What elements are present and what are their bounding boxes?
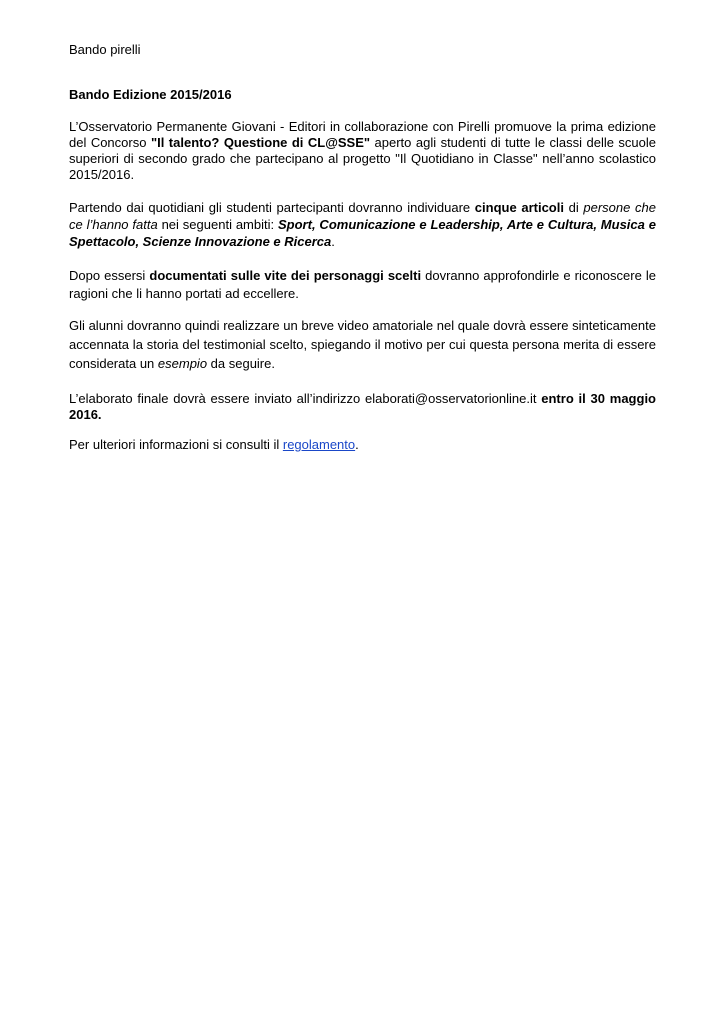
research-text-start: Dopo essersi [69, 268, 150, 283]
paragraph-video [69, 316, 656, 373]
articles-text-end: . [331, 234, 335, 249]
articles-persons: persone che ce l’hanno fatta [69, 200, 656, 232]
paragraph-articles [69, 199, 656, 250]
research-text-end: dovranno approfondirle e riconoscere le ragioni che li hanno portati ad eccellere. [69, 268, 656, 301]
contest-name: "Il talento? Questione di CL@SSE" [150, 135, 371, 150]
document-title: Bando Edizione 2015/2016 [69, 87, 232, 102]
research-emphasis: documentati sulle vite dei personaggi scelti [149, 268, 422, 283]
paragraph-submission [69, 391, 656, 423]
regolamento-link[interactable]: regolamento [282, 437, 356, 452]
articles-text-mid: nei seguenti ambiti: [157, 217, 278, 232]
articles-fields: Sport, Comunicazione e Leadership, Arte e Cultura, Musica e Spettacolo, Scienze Innovazione e Ricerca [69, 217, 656, 249]
paragraph-research [69, 267, 656, 303]
intro-text-end: aperto agli studenti di tutte le classi delle scuole superiori di secondo grado che partecipano al progetto "Il Quotidiano in Classe" nell’anno scolastico 2015/2016. [69, 135, 657, 182]
info-text: Per ulteriori informazioni si consulti il [69, 437, 283, 452]
articles-text-start: Partendo dai quotidiani gli studenti partecipanti dovranno individuare [69, 200, 475, 215]
video-example: esempio [157, 356, 208, 371]
paragraph-info [69, 437, 656, 453]
document-body [69, 87, 656, 469]
submission-deadline: entro il 30 maggio 2016. [69, 391, 656, 422]
articles-text-di: di [563, 200, 584, 215]
video-text-end: da seguire. [207, 356, 275, 371]
intro-text-start: L’Osservatorio Permanente Giovani - Editori in collaborazione con Pirelli promuove la prima edizione del Concorso [69, 119, 656, 150]
page-header: Bando pirelli [69, 42, 141, 57]
paragraph-intro [69, 119, 656, 183]
submission-text: L’elaborato finale dovrà essere inviato all’indirizzo elaborati@osservatorionline.it [69, 391, 542, 406]
articles-count: cinque articoli [474, 200, 564, 215]
video-text-start: Gli alunni dovranno quindi realizzare un breve video amatoriale nel quale dovrà essere sinteticamente accennata la storia del testimonial scelto, spiegando il motivo per cui questa persona merita di essere considerata un [69, 318, 656, 371]
info-text-end: . [355, 437, 359, 452]
